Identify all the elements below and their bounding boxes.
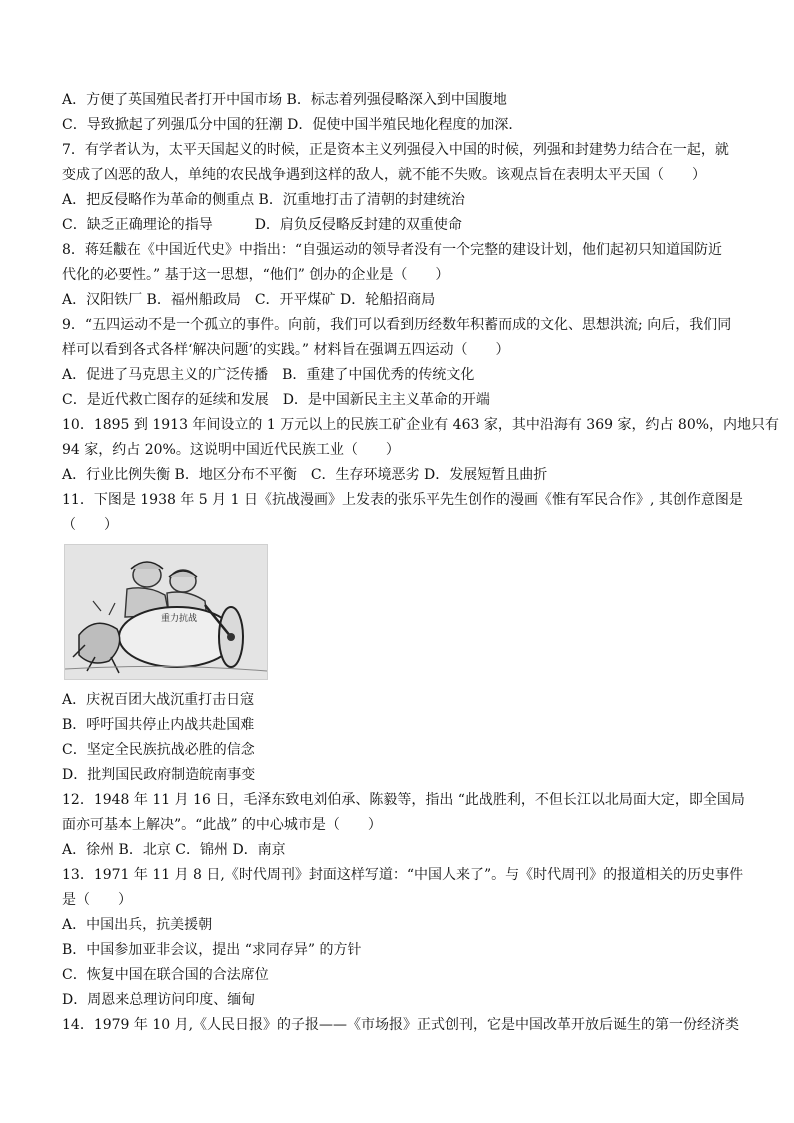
question-7-stem: 变成了凶恶的敌人，单纯的农民战争遇到这样的敌人，就不能不失败。该观点旨在表明太平天国（ ）	[62, 167, 706, 183]
question-8-stem: 8．蒋廷黻在《中国近代史》中指出：“自强运动的领导者没有一个完整的建设计划，他们起初只知道国防近	[62, 242, 723, 258]
question-11-option-b: B．呼吁国共停止内战共赴国难	[62, 717, 255, 733]
text-line: A．方便了英国殖民者打开中国市场 B．标志着列强侵略深入到中国腹地	[62, 92, 507, 108]
question-11-option-d: D．批判国民政府制造皖南事变	[62, 767, 256, 783]
question-7-stem: 7．有学者认为，太平天国起义的时候，正是资本主义列强侵入中国的时候，列强和封建势力结合在一起，就	[62, 142, 729, 158]
question-9-stem: 9．“五四运动不是一个孤立的事件。向前，我们可以看到历经数年积蓄而成的文化、思想洪流; 向后，我们同	[62, 317, 732, 333]
cartoon-image	[64, 544, 268, 680]
question-14-stem: 14．1979 年 10 月,《人民日报》的子报——《市场报》正式创刊，它是中国改革开放后诞生的第一份经济类	[62, 1017, 740, 1033]
question-7-options: A．把反侵略作为革命的侧重点 B．沉重地打击了清朝的封建统治	[62, 192, 465, 208]
question-9-stem: 样可以看到各式各样‘解决问题’的实践。” 材料旨在强调五四运动（ ）	[62, 342, 510, 358]
question-13-stem: 是（ ）	[62, 892, 132, 908]
question-10-stem: 94 家，约占 20%。这说明中国近代民族工业（ ）	[62, 442, 400, 458]
exam-page	[62, 88, 780, 1038]
question-13-option-c: C．恢复中国在联合国的合法席位	[62, 967, 269, 983]
question-8-options: A．汉阳铁厂 B．福州船政局 C．开平煤矿 D．轮船招商局	[62, 292, 436, 308]
question-13-stem: 13．1971 年 11 月 8 日,《时代周刊》封面这样写道：“中国人来了”。与《时代周刊》的报道相关的历史事件	[62, 867, 744, 883]
question-12-stem: 12．1948 年 11 月 16 日，毛泽东致电刘伯承、陈毅等，指出 “此战胜利，不但长江以北局面大定，即全国局	[62, 792, 745, 808]
question-11-stem: 11．下图是 1938 年 5 月 1 日《抗战漫画》上发表的张乐平先生创作的漫画《惟有军民合作》, 其创作意图是	[62, 492, 743, 508]
question-10-options: A．行业比例失衡 B．地区分布不平衡 C．生存环境恶劣 D．发展短暂且曲折	[62, 467, 548, 483]
cartoon-illustration	[65, 545, 267, 679]
text-block-top	[62, 88, 780, 538]
question-12-stem: 面亦可基本上解决”。“此战” 的中心城市是（ ）	[62, 817, 382, 833]
text-line: C．导致掀起了列强瓜分中国的狂潮 D．促使中国半殖民地化程度的加深．	[62, 117, 523, 133]
question-7-options: C．缺乏正确理论的指导 D．肩负反侵略反封建的双重使命	[62, 217, 462, 233]
question-9-options: A．促进了马克思主义的广泛传播 B．重建了中国优秀的传统文化	[62, 367, 475, 383]
question-10-stem: 10．1895 到 1913 年间设立的 1 万元以上的民族工矿企业有 463 家，其中沿海有 369 家，约占 80%，内地只有	[62, 417, 780, 433]
text-block-bottom	[62, 688, 745, 1038]
drum-caption: 重力抗战	[161, 614, 198, 624]
question-13-option-d: D．周恩来总理访问印度、缅甸	[62, 992, 256, 1008]
question-12-options: A．徐州 B．北京 C．锦州 D．南京	[62, 842, 286, 858]
question-11-stem: （ ）	[62, 517, 118, 533]
question-13-option-b: B．中国参加亚非会议，提出 “求同存异” 的方针	[62, 942, 362, 958]
question-13-option-a: A．中国出兵，抗美援朝	[62, 917, 213, 933]
question-11-option-c: C．坚定全民族抗战必胜的信念	[62, 742, 255, 758]
question-9-options: C．是近代救亡图存的延续和发展 D．是中国新民主主义革命的开端	[62, 392, 490, 408]
question-8-stem: 代化的必要性。” 基于这一思想，“他们” 创办的企业是（ ）	[62, 267, 450, 283]
question-11-option-a: A．庆祝百团大战沉重打击日寇	[62, 692, 255, 708]
